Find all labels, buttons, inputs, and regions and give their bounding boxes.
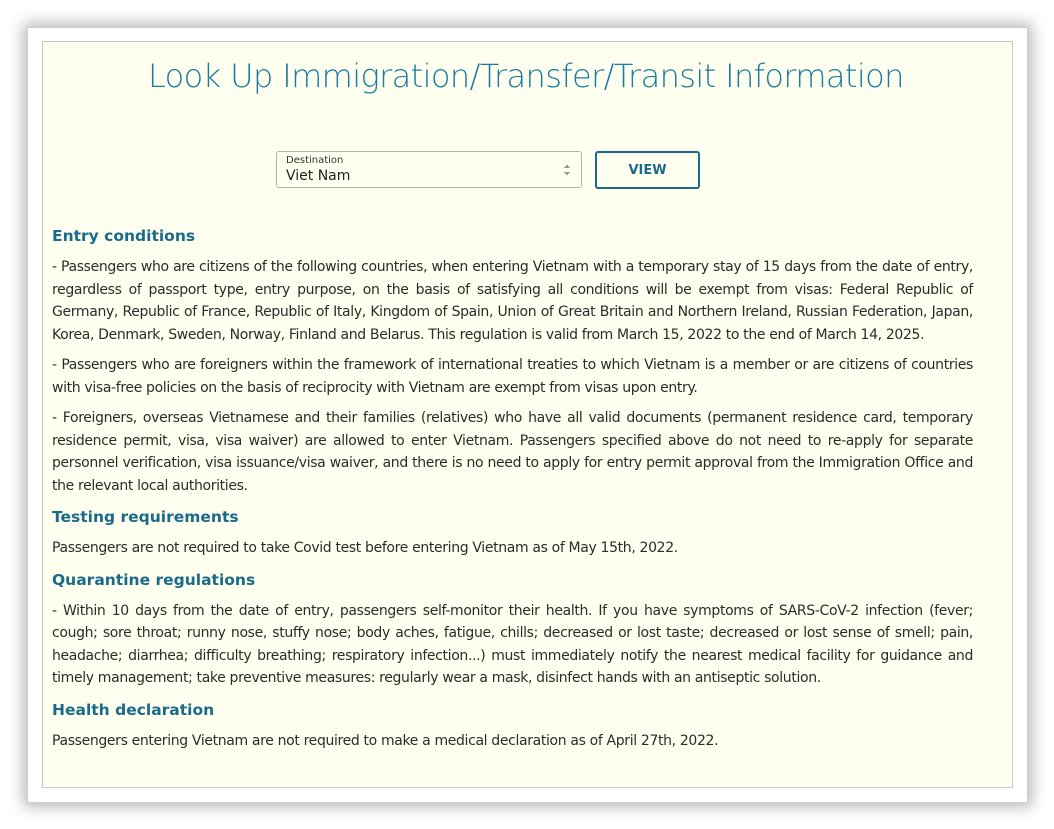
paragraph: Passengers are not required to take Covid test before entering Vietnam as of May 15th, 2022. <box>52 540 678 556</box>
section-health-declaration <box>52 698 973 753</box>
results-content <box>52 224 973 760</box>
section-quarantine-regulations <box>52 568 973 690</box>
page-title: Look Up Immigration/Transfer/Transit Information <box>148 57 904 95</box>
destination-select[interactable] <box>276 151 582 188</box>
info-panel <box>42 41 1013 788</box>
paragraph: - Passengers who are citizens of the following countries, when entering Vietnam with a temporary stay of 15 days from the date of entry, regardless of passport type, entry purpose, on the basis of satisfying all conditions will be exempt from visas: Federal Republic of Germany, Republic of France, Republic of Italy, Kingdom of Spain, Union of Great Britain and Northern Ireland, Russian Federation, Japan, Korea, Denmark, Sweden, Norway, Finland and Belarus. This regulation is valid from March 15, 2022 to the end of March 14, 2025. <box>52 259 973 343</box>
section-entry-conditions <box>52 224 973 497</box>
section-heading: Entry conditions <box>52 227 196 245</box>
paragraph: - Passengers who are foreigners within the framework of international treaties to which Vietnam is a member or are citizens of countries with visa-free policies on the basis of reciprocity with Vietnam are exempt from visas upon entry. <box>52 357 973 396</box>
view-button[interactable]: VIEW <box>595 151 700 189</box>
paragraph: Passengers entering Vietnam are not required to make a medical declaration as of April 27th, 2022. <box>52 732 719 749</box>
section-heading: Health declaration <box>52 700 215 719</box>
select-updown-icon <box>563 163 571 177</box>
section-heading: Quarantine regulations <box>52 570 256 589</box>
destination-label: Destination <box>286 155 344 166</box>
section-heading: Testing requirements <box>52 508 239 526</box>
paragraph: - Foreigners, overseas Vietnamese and their families (relatives) who have all valid documents (permanent residence card, temporary residence permit, visa, visa waiver) are allowed to enter Vietnam. Passengers specified above do not need to re-apply for separate personnel verification, visa issuance/visa waiver, and there is no need to apply for entry permit approval from the Immigration Office and the relevant local authorities. <box>52 410 973 494</box>
paragraph: - Within 10 days from the date of entry, passengers self-monitor their health. If you have symptoms of SARS-CoV-2 infection (fever; cough; sore throat; runny nose, stuffy nose; body aches, fatigue, chills; decreased or lost taste; decreased or lost sense of smell; pain, headache; diarrhea; difficulty breathing; respiratory infection...) must immediately notify the nearest medical facility for guidance and timely management; take preventive measures: regularly wear a mask, disinfect hands with an antiseptic solution. <box>52 602 973 686</box>
window-frame <box>27 27 1028 803</box>
section-testing-requirements <box>52 505 973 560</box>
destination-value: Viet Nam <box>286 168 351 184</box>
